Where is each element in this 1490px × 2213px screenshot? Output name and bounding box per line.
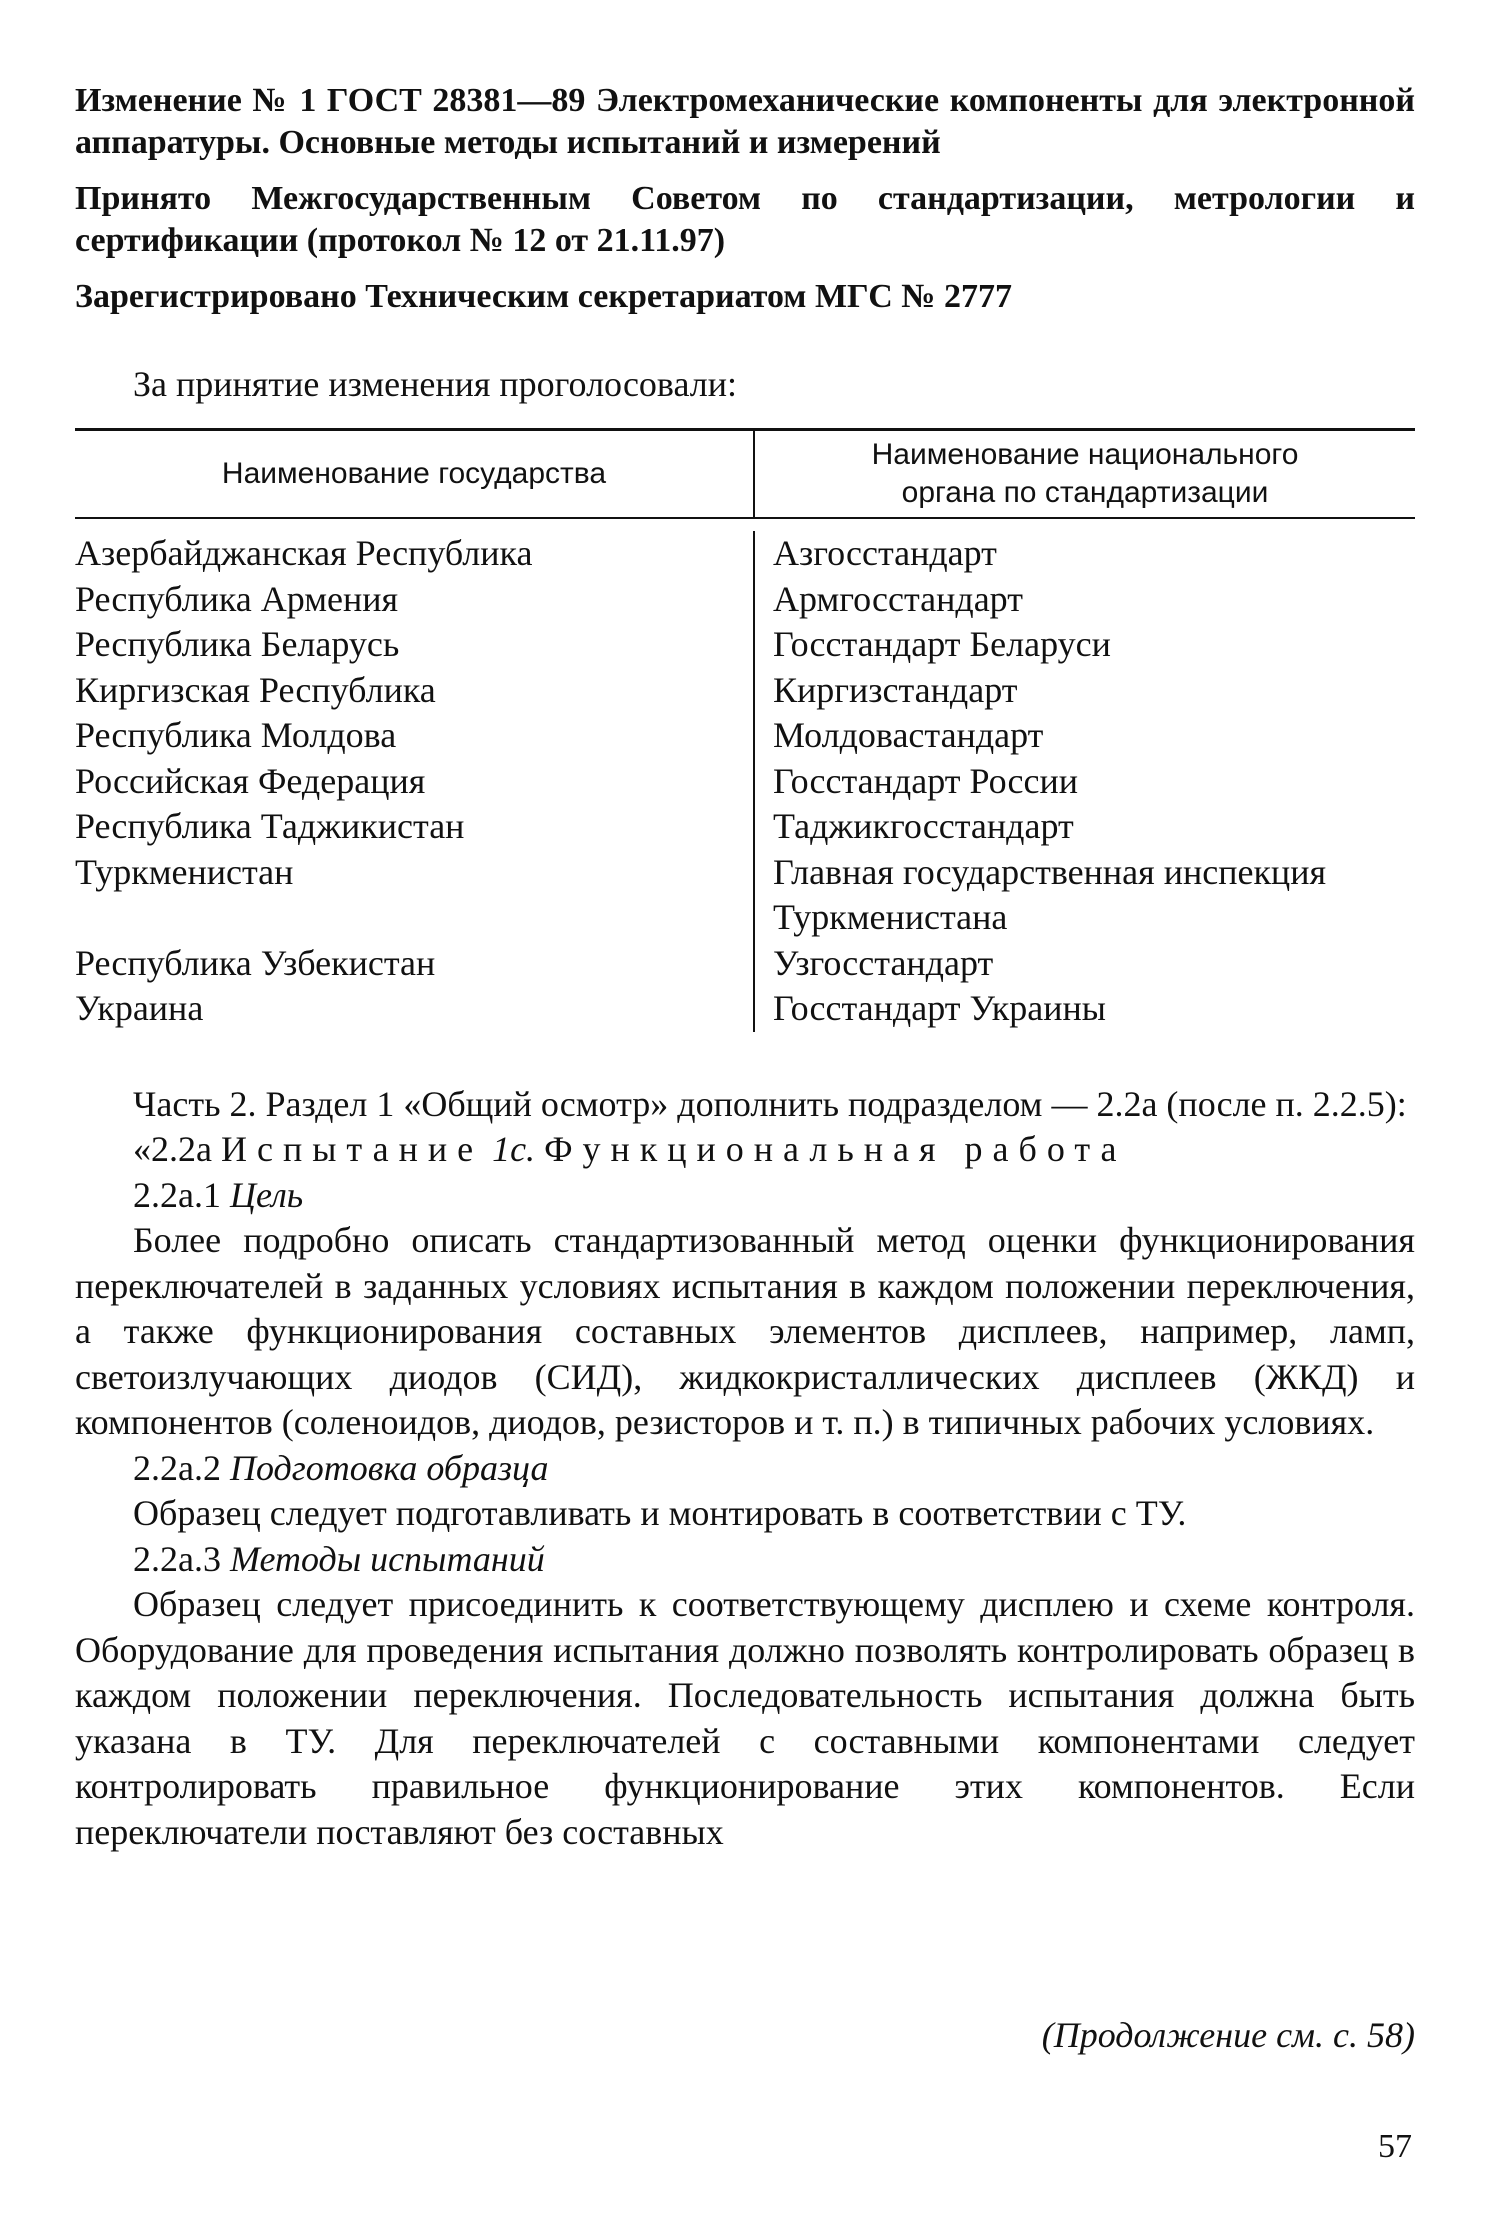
state-name: Республика Узбекистан [75,942,436,983]
standards-body-name: Госстандарт Украины [773,988,1106,1028]
standards-body-name: Азгосстандарт [773,533,997,573]
registration-note: Зарегистрировано Техническим секретариатом МГС № 2777 [75,278,1012,315]
header-standards-body-line2: органа по стандартизации [901,476,1269,509]
state-name: Российская Федерация [75,760,426,801]
state-name: Азербайджанская Республика [75,533,533,573]
state-name: Республика Беларусь [75,624,400,664]
test-heading-word: Испытание [220,1129,484,1169]
paragraph-goal: Более подробно описать стандартизованный метод оценки функционирования переключателей в заданных условиях испытания в каждом положении переключения, а также функционирования составных элементов дисплеев, например, ламп, светоизлучающих диодов (СИД), жидкокристаллических дисплеев (ЖКД) и компонентов (соленоидов, диодов, резисторов и т. п.) в типичных рабочих условиях. [75,1220,1415,1442]
subsection-title: Подготовка образца [229,1447,549,1488]
votes-table-body [75,519,1415,1046]
standards-body-name: Узгосстандарт [773,942,994,983]
subsection-number: 2.2а.1 [133,1174,221,1215]
subsection-title: Методы испытаний [229,1538,545,1579]
standards-body-name: Госстандарт России [773,760,1078,801]
standards-body-name: Армгосстандарт [773,578,1023,619]
standards-body-name: Таджикгосстандарт [773,806,1074,846]
document-page [75,80,1415,1855]
header-state: Наименование государства [221,457,607,490]
subsection-goal-heading [75,1173,1415,1219]
header-standards-body-line1: Наименование национального [871,438,1299,471]
state-name: Киргизская Республика [75,669,436,710]
test-heading-code: 1с. [492,1129,536,1169]
paragraph-methods: Образец следует присоединить к соответствующему дисплею и схеме контроля. Оборудование для проведения испытания должно позволять контролировать образец в каждом положении переключения. Последовательность испытания должна быть указана в ТУ. Для переключателей с составными компонентами следует контролировать правильное функционирование этих компонентов. Если переключатели поставляют без составных [75,1584,1415,1852]
subsection-title: Цель [229,1174,304,1215]
test-heading-title: Функциональная работа [544,1129,1127,1169]
state-name: Республика Армения [75,578,399,619]
amendment-body [75,1082,1415,1856]
test-heading [75,1127,1415,1173]
votes-table-header [75,431,1415,519]
subsection-number: 2.2а.2 [133,1447,221,1488]
state-name: Республика Молдова [75,715,397,755]
state-name: Туркменистан [75,851,294,892]
standards-body-name: Госстандарт Беларуси [773,624,1111,664]
adoption-note: Принято Межгосударственным Советом по стандартизации, метрологии и сертификации (протокол № 12 от 21.11.97) [75,180,1415,259]
subsection-methods-heading [75,1537,1415,1583]
standards-body-name: Киргизстандарт [773,669,1018,710]
amendment-title: Изменение № 1 ГОСТ 28381—89 Электромеханические компоненты для электронной аппаратуры. Основные методы испытаний и измерений [75,82,1415,161]
subsection-preparation-heading [75,1446,1415,1492]
paragraph-preparation: Образец следует подготавливать и монтировать в соответствии с ТУ. [133,1493,1187,1533]
voted-intro: За принятие изменения проголосовали: [133,364,737,404]
continuation-note: (Продолжение см. с. 58) [1041,2015,1415,2055]
standards-body-name: Молдовастандарт [773,715,1044,755]
states-column [75,531,753,1032]
state-name: Украина [75,988,204,1028]
header-standards-body [753,431,1415,517]
standards-body-name: Туркменистана [773,897,1008,937]
page-number: 57 [1378,2128,1412,2165]
state-name: Республика Таджикистан [75,806,465,846]
standards-body-name: Главная государственная инспекция [773,851,1327,892]
test-heading-number: «2.2а [133,1129,212,1169]
votes-table [75,428,1415,1046]
subsection-number: 2.2а.3 [133,1538,221,1579]
standards-bodies-column [753,531,1415,1032]
paragraph-part2: Часть 2. Раздел 1 «Общий осмотр» дополнить подразделом — 2.2а (после п. 2.2.5): [133,1083,1407,1124]
